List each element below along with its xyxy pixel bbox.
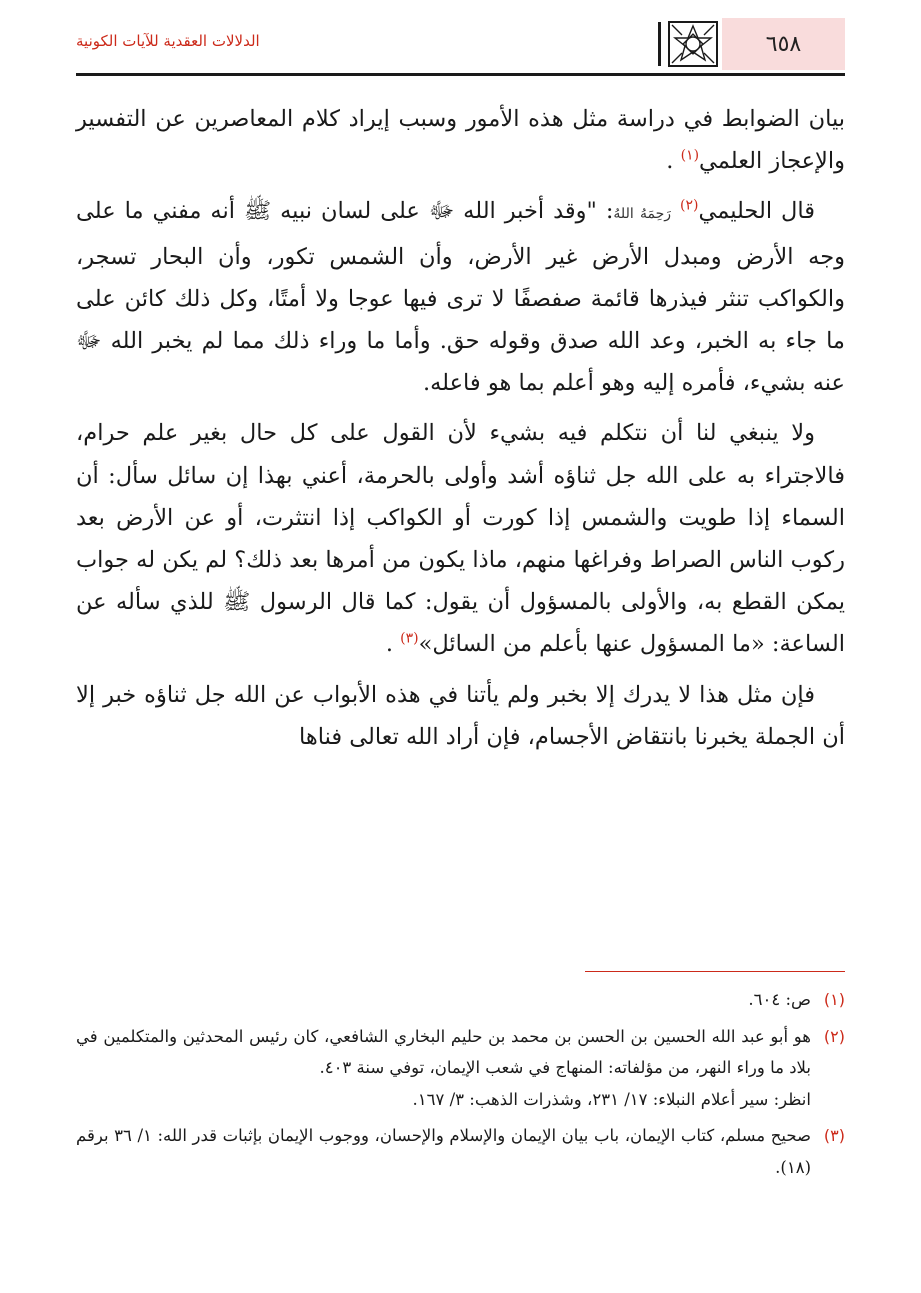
footnote-2	[76, 1021, 845, 1116]
footnote-1	[76, 984, 845, 1016]
honorific-mark: رَحِمَهُ اللهُ	[613, 206, 671, 223]
paragraph-2-text: : "وقد أخبر الله ﷻ على لسان نبيه ﷺ أنه مفني ما على وجه الأرض ومبدل الأرض غير الأرض، وأن الشمس تكور، وأن البحار تسجر، والكواكب تنثر فيذرها قائمة صفصفًا لا ترى فيها عوجا ولا أمتًا، وكل ذلك كائن على ما جاء به الخبر، وعد الله صدق وقوله حق. وأما ما وراء ذلك مما لم يخبر الله ﷻ عنه بشيء، فأمره إليه وهو أعلم بما هو فاعله.	[76, 198, 845, 397]
paragraph-4: فإن مثل هذا لا يدرك إلا بخبر ولم يأتنا في هذه الأبواب عن الله جل ثناؤه خبر إلا أن الجملة يخبرنا بانتقاض الأجسام، فإن أراد الله تعالى فناها	[76, 681, 845, 750]
footnote-ref-3[interactable]: (٣)	[400, 630, 419, 647]
paragraph-1	[76, 98, 845, 182]
page-header	[76, 18, 845, 70]
footnote-1-text: ص: ٦٠٤.	[748, 990, 811, 1009]
footnote-2-text: هو أبو عبد الله الحسين بن الحسن بن محمد بن حليم البخاري الشافعي، كان رئيس المحدثين والمتكلمين في بلاد ما وراء النهر، من مؤلفاته: المنهاج في شعب الإيمان، توفي سنة ٤٠٣.	[76, 1026, 811, 1077]
paragraph-1-end: .	[666, 148, 674, 175]
paragraph-3	[76, 412, 845, 665]
paragraph-3-text: ولا ينبغي لنا أن نتكلم فيه بشيء لأن القول على كل حال بغير علم حرام، فالاجتراء به على الله جل ثناؤه أشد وأولى بالحرمة، أعني بهذا إن سائل سأل: أن السماء إذا طويت والشمس إذا كورت أو الكواكب إذا انتثرت، أو عن الأرض بعد ركوب الناس الصراط وفراغها منهم، ماذا يكون من أمرها بعد ذلك؟ لم يكن له جواب يمكن القطع به، والأولى بالمسؤول أن يقول: كما قال الرسول ﷺ للذي سأله عن الساعة: «ما المسؤول عنها بأعلم من السائل»	[76, 420, 845, 658]
footnote-divider	[585, 971, 845, 972]
ornament-separator	[658, 22, 661, 66]
footnote-2-see: انظر: سير أعلام النبلاء: ١٧/ ٢٣١، وشذرات الذهب: ٣/ ١٦٧.	[412, 1089, 811, 1109]
footnote-3-text: صحيح مسلم، كتاب الإيمان، باب بيان الإيمان والإسلام والإحسان، ووجوب الإيمان بإثبات قدر الله: ١/ ٣٦ برقم (١٨).	[76, 1126, 812, 1177]
paragraph-2-lead: قال الحليمي	[698, 198, 815, 225]
paragraph-2	[76, 190, 845, 404]
footnote-ref-2[interactable]: (٢)	[679, 197, 699, 214]
paragraph-3-end: .	[385, 631, 393, 658]
page-number: ٦٥٨	[722, 18, 845, 70]
footnote-2-body	[76, 1021, 811, 1116]
header-divider	[76, 73, 845, 76]
book-title: الدلالات العقدية للآيات الكونية	[76, 32, 260, 50]
main-text	[76, 98, 845, 766]
footnote-2-mark: (٢)	[823, 1026, 845, 1046]
footnote-1-mark: (١)	[823, 990, 845, 1009]
footnote-3-mark: (٣)	[823, 1126, 845, 1145]
footnote-3	[76, 1120, 845, 1183]
geometric-star-ornament-icon	[668, 21, 718, 67]
paragraph-1-text: بيان الضوابط في دراسة مثل هذه الأمور وسبب إيراد كلام المعاصرين عن التفسير والإعجاز العلمي	[76, 106, 845, 175]
footnotes	[76, 984, 845, 1188]
footnote-ref-1[interactable]: (١)	[680, 147, 700, 164]
